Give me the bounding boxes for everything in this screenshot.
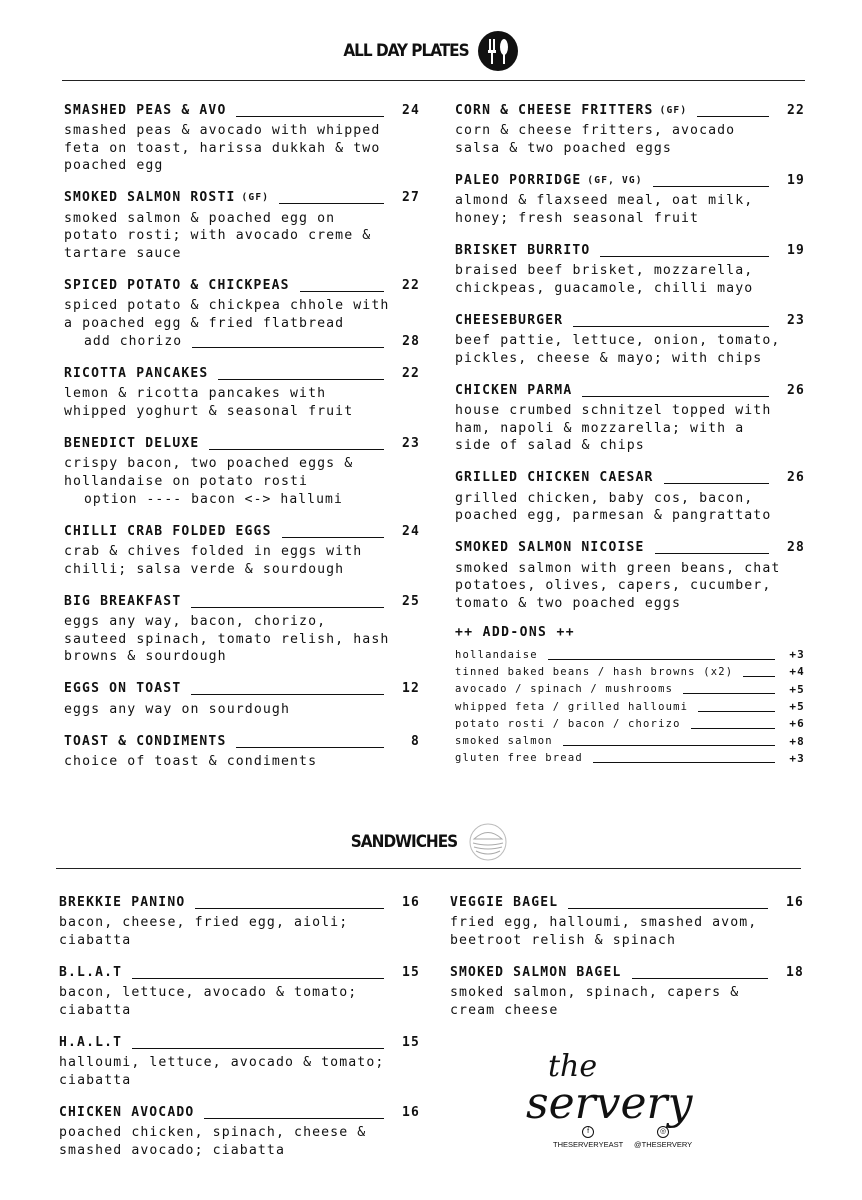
menu-item-name: SMOKED SALMON BAGEL: [450, 964, 622, 980]
menu-item-name: B.L.A.T: [59, 964, 123, 980]
menu-item: [64, 591, 420, 666]
menu-item: [59, 1032, 420, 1089]
menu-item-description: smoked salmon with green beans, chat potatoes, olives, capers, cucumber, tomato & two poached eggs: [455, 560, 781, 611]
menu-item-header: [59, 1032, 420, 1052]
menu-item-name: TOAST & CONDIMENTS: [64, 733, 227, 749]
leader-line: [282, 525, 384, 538]
menu-item-header: [450, 962, 804, 982]
menu-item-price: 18: [785, 964, 804, 980]
all-day-left-column: [64, 100, 420, 784]
leader-line: [218, 367, 384, 380]
header-rule: [62, 80, 805, 81]
leader-line: [132, 966, 384, 979]
addon-name: smoked salmon: [455, 735, 553, 748]
addon-item: [455, 750, 805, 767]
menu-item-name: BENEDICT DELUXE: [64, 435, 200, 451]
menu-item-header: [64, 731, 420, 751]
menu-item-name: H.A.L.T: [59, 1034, 123, 1050]
dietary-tag: (GF): [659, 104, 688, 116]
menu-item-description: corn & cheese fritters, avocado salsa & two poached eggs: [455, 123, 736, 156]
cutlery-icon: [477, 30, 519, 72]
menu-item-description: house crumbed schnitzel topped with ham, napoli & mozzarella; with a side of salad & chips: [455, 403, 772, 453]
leader-line: [683, 684, 775, 694]
menu-item: [64, 275, 420, 350]
menu-item-name: BREKKIE PANINO: [59, 894, 186, 910]
leader-line: [236, 104, 384, 117]
menu-item-description: bacon, lettuce, avocado & tomato; ciabatta: [59, 985, 358, 1018]
menu-item-description: smoked salmon & poached egg on potato rosti; with avocado creme & tartare sauce: [64, 210, 372, 261]
sandwiches-left-column: [59, 892, 420, 1172]
addon-name: potato rosti / bacon / chorizo: [455, 717, 681, 730]
addons-title: ++ ADD-ONS ++: [455, 625, 575, 640]
addon-item: [455, 681, 805, 698]
menu-item-price: 16: [401, 894, 420, 910]
addon-name: whipped feta / grilled halloumi: [455, 700, 689, 713]
menu-item-description: eggs any way on sourdough: [64, 701, 290, 717]
addon-price: +3: [789, 648, 805, 662]
facebook-icon: f: [582, 1126, 594, 1138]
menu-item-description: braised beef brisket, mozzarella, chickpeas, guacamole, chilli mayo: [455, 263, 754, 296]
menu-item-header: [455, 468, 805, 488]
leader-line: [632, 966, 768, 979]
leader-line: [209, 437, 384, 450]
logo-line2: servery: [526, 1078, 693, 1129]
dietary-tag: (GF, VG): [587, 174, 643, 186]
addon-name: avocado / spinach / mushrooms: [455, 683, 674, 696]
leader-line: [653, 174, 769, 187]
menu-item-header: [455, 100, 805, 120]
section-title: ALL DAY PLATES: [343, 41, 469, 61]
menu-item-description: crispy bacon, two poached eggs & hollandaise on potato rosti: [64, 456, 354, 489]
menu-item: [64, 433, 420, 508]
leader-line: [132, 1036, 384, 1049]
menu-item-description: beef pattie, lettuce, onion, tomato, pickles, cheese & mayo; with chips: [455, 333, 781, 366]
menu-item-price: 23: [786, 312, 805, 328]
addon-item: [455, 646, 805, 663]
addon-price: +3: [789, 751, 805, 765]
menu-item-name: CHICKEN AVOCADO: [59, 1104, 195, 1120]
menu-item-price: 19: [786, 242, 805, 258]
menu-item-description: eggs any way, bacon, chorizo, sauteed spinach, tomato relish, hash browns & sourdough: [64, 614, 390, 664]
leader-line: [691, 719, 775, 729]
leader-line: [698, 702, 775, 712]
menu-item-description: spiced potato & chickpea chhole with a poached egg & fried flatbread: [64, 298, 390, 331]
menu-item: [59, 1102, 420, 1159]
logo-line1: the: [548, 1049, 598, 1084]
menu-item-header: [64, 275, 420, 295]
leader-line: [582, 384, 769, 397]
leader-line: [300, 279, 384, 292]
leader-line: [192, 335, 384, 348]
menu-item-header: [59, 1102, 420, 1122]
menu-item-header: [450, 892, 804, 912]
option-label: option ---- bacon <-> hallumi: [84, 491, 343, 507]
leader-line: [191, 682, 384, 695]
menu-item-name: CHEESEBURGER: [455, 312, 564, 328]
menu-item-name: GRILLED CHICKEN CAESAR: [455, 470, 654, 485]
menu-item: [64, 679, 420, 719]
menu-item-header: [59, 962, 420, 982]
menu-item-description: smoked salmon, spinach, capers & cream cheese: [450, 985, 740, 1018]
addon-item: [455, 698, 805, 715]
addons-section: [455, 625, 805, 767]
menu-item: [64, 731, 420, 771]
menu-item-header: [64, 591, 420, 611]
menu-item: [455, 100, 805, 157]
menu-item-name: CHILLI CRAB FOLDED EGGS: [64, 523, 272, 539]
menu-item-header: [455, 380, 805, 400]
menu-item-description: crab & chives folded in eggs with chilli; salsa verde & sourdough: [64, 544, 363, 577]
section-title: SANDWICHES: [350, 832, 458, 852]
leader-line: [655, 541, 769, 554]
addon-name: gluten free bread: [455, 752, 583, 765]
all-day-header: [0, 30, 862, 72]
menu-item-option: [84, 490, 420, 508]
menu-item-description: choice of toast & condiments: [64, 754, 318, 769]
menu-item-price: 26: [786, 470, 805, 485]
leader-line: [563, 736, 775, 746]
menu-item: [64, 363, 420, 420]
menu-item-description: fried egg, halloumi, smashed avom, beetroot relish & spinach: [450, 915, 758, 948]
menu-item-description: lemon & ricotta pancakes with whipped yoghurt & seasonal fruit: [64, 386, 354, 419]
menu-item-price: 23: [401, 435, 420, 451]
menu-item-price: 26: [786, 382, 805, 398]
menu-item-header: [64, 433, 420, 453]
menu-item-header: [64, 100, 420, 120]
menu-item-header: [64, 679, 420, 699]
addon-price: +5: [789, 700, 805, 714]
menu-item-price: 19: [786, 172, 805, 188]
menu-item-price: 15: [401, 964, 420, 980]
menu-item: [450, 962, 804, 1019]
menu-item-option: [84, 332, 420, 350]
menu-item-header: [455, 240, 805, 260]
menu-item-name: RICOTTA PANCAKES: [64, 365, 209, 381]
option-price: 28: [402, 333, 420, 349]
menu-item: [64, 100, 420, 175]
leader-line: [568, 896, 768, 909]
menu-item-price: 27: [401, 190, 420, 205]
menu-item-name: SMOKED SALMON NICOISE: [455, 540, 645, 555]
menu-item: [64, 188, 420, 263]
addon-price: +5: [789, 682, 805, 696]
menu-item: [455, 240, 805, 297]
menu-item-price: 16: [401, 1104, 420, 1120]
sandwiches-rule: [56, 868, 801, 869]
menu-item: [450, 892, 804, 949]
addon-item: [455, 663, 805, 680]
menu-item-header: [455, 538, 805, 558]
menu-item-name: CHICKEN PARMA: [455, 382, 573, 398]
leader-line: [743, 667, 775, 677]
sandwich-icon: [465, 822, 511, 862]
menu-item-price: 22: [401, 277, 420, 293]
menu-item-name: BIG BREAKFAST: [64, 593, 182, 609]
menu-item: [455, 380, 805, 455]
menu-item-price: 15: [401, 1034, 420, 1050]
instagram-icon: ◎: [657, 1126, 669, 1138]
menu-item-price: 22: [786, 102, 805, 118]
leader-line: [236, 735, 384, 748]
menu-item-price: 12: [401, 681, 420, 696]
menu-item: [455, 310, 805, 367]
addon-item: [455, 715, 805, 732]
instagram-handle[interactable]: ◎ @THESERVERY: [634, 1128, 693, 1149]
menu-item-price: 25: [401, 593, 420, 609]
menu-item-description: almond & flaxseed meal, oat milk, honey; fresh seasonal fruit: [455, 193, 754, 226]
menu-item-price: 8: [410, 733, 420, 749]
menu-item-price: 22: [401, 365, 420, 381]
menu-item-header: [64, 363, 420, 383]
menu-item-name: BRISKET BURRITO: [455, 242, 591, 258]
facebook-handle[interactable]: f THESERVERYEAST: [553, 1128, 624, 1149]
leader-line: [697, 104, 769, 117]
leader-line: [600, 244, 769, 257]
menu-item-name: VEGGIE BAGEL: [450, 894, 559, 910]
addon-name: tinned baked beans / hash browns (x2): [455, 665, 734, 678]
option-label: add chorizo: [84, 333, 183, 349]
menu-item-header: [455, 310, 805, 330]
menu-item-price: 28: [786, 540, 805, 555]
menu-item-header: [455, 170, 805, 190]
all-day-right-column: [455, 100, 805, 767]
menu-item: [455, 170, 805, 227]
addon-item: [455, 732, 805, 749]
addon-price: +4: [789, 665, 805, 679]
menu-item-price: 24: [401, 523, 420, 539]
menu-item-header: [59, 892, 420, 912]
leader-line: [279, 191, 384, 204]
leader-line: [593, 753, 775, 763]
menu-item: [59, 962, 420, 1019]
menu-item-header: [64, 521, 420, 541]
menu-item: [59, 892, 420, 949]
menu-item-name: SMOKED SALMON ROSTI: [64, 190, 236, 205]
menu-item: [455, 538, 805, 613]
leader-line: [204, 1106, 384, 1119]
menu-item-price: 24: [401, 102, 420, 118]
addon-price: +6: [789, 717, 805, 731]
menu-item-description: halloumi, lettuce, avocado & tomato; ciabatta: [59, 1055, 385, 1088]
menu-item-description: poached chicken, spinach, cheese & smashed avocado; ciabatta: [59, 1125, 367, 1158]
menu-item-header: [64, 188, 420, 208]
menu-item-description: grilled chicken, baby cos, bacon, poached egg, parmesan & pangrattato: [455, 490, 772, 523]
leader-line: [573, 314, 769, 327]
addon-name: hollandaise: [455, 648, 538, 661]
menu-item: [455, 468, 805, 525]
menu-item-price: 16: [785, 894, 804, 910]
menu-item-description: bacon, cheese, fried egg, aioli; ciabatta: [59, 915, 349, 948]
sandwiches-header: [0, 822, 862, 862]
menu-item-name: SMASHED PEAS & AVO: [64, 102, 227, 118]
sandwiches-right-column: [450, 892, 804, 1032]
menu-item-name: CORN & CHEESE FRITTERS: [455, 102, 654, 118]
menu-item-name: SPICED POTATO & CHICKPEAS: [64, 277, 290, 293]
leader-line: [664, 471, 769, 484]
addon-price: +8: [789, 734, 805, 748]
menu-item-description: smashed peas & avocado with whipped feta on toast, harissa dukkah & two poached egg: [64, 123, 381, 173]
menu-item-name: PALEO PORRIDGE: [455, 172, 582, 188]
leader-line: [548, 650, 775, 660]
dietary-tag: (GF): [241, 192, 270, 203]
menu-item: [64, 521, 420, 578]
menu-item-name: EGGS ON TOAST: [64, 681, 182, 696]
leader-line: [191, 595, 384, 608]
leader-line: [195, 896, 384, 909]
